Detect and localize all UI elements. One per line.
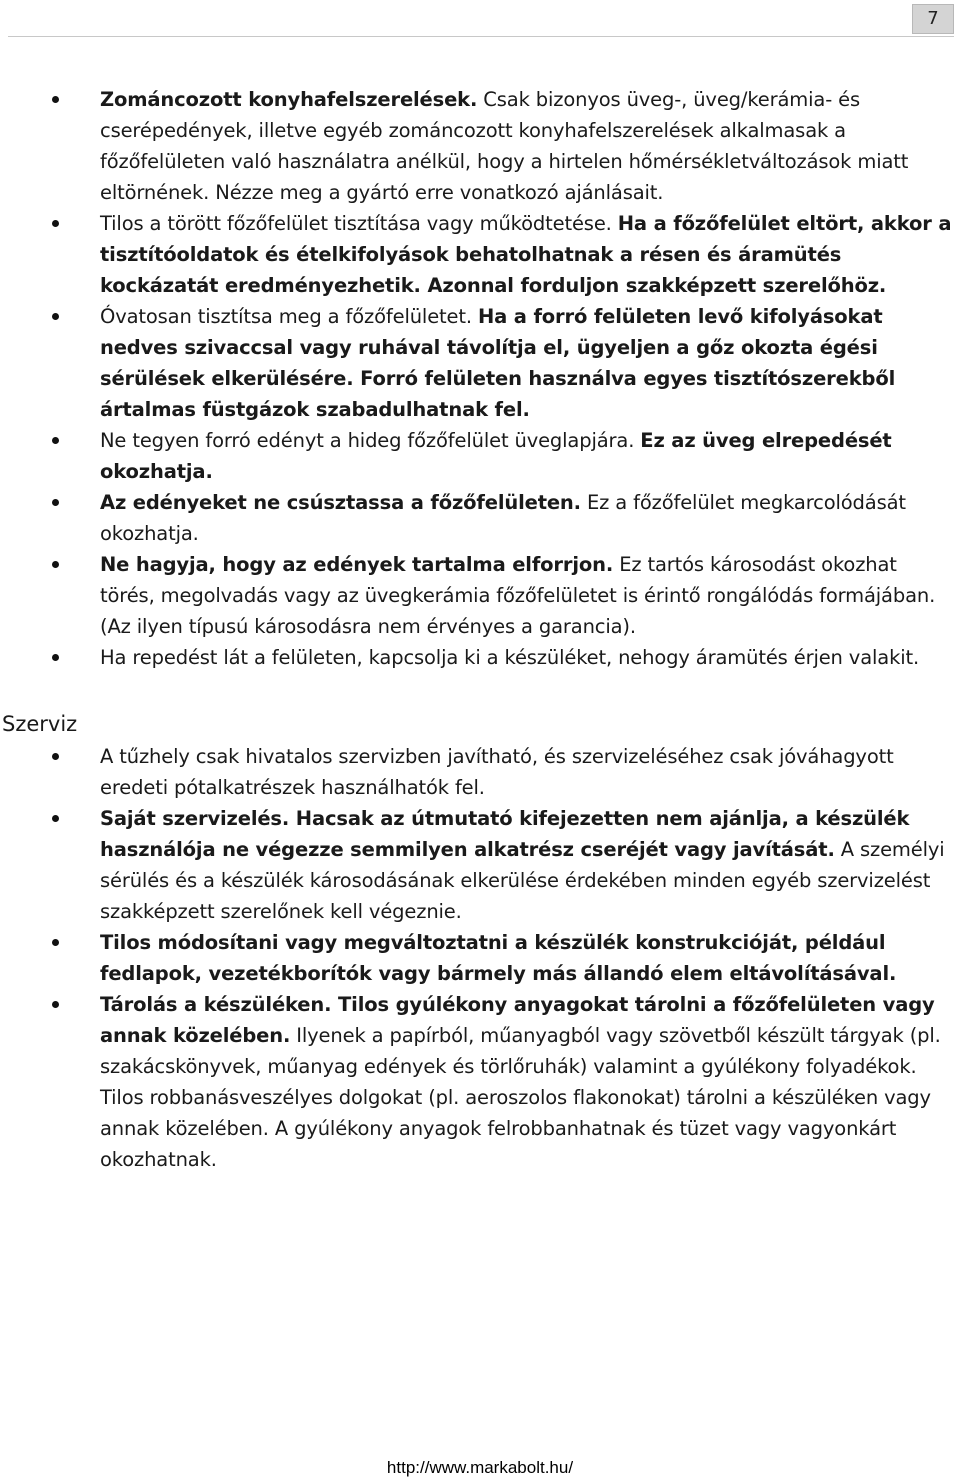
item-bold-text: Saját szervizelés. Hacsak az útmutató kifejezetten nem ajánlja, a készülék használója ne végezze semmilyen alkatrész cseréjét vagy javítását. [100,807,910,861]
item-bold-text: Ha a főzőfelület eltört, akkor a tisztítóoldatok és ételkifolyások behatolhatnak a résen és áramütés kockázatát eredményezhetik. Azonnal forduljon szakképzett szerelőhöz. [100,212,952,297]
list-item [0,208,960,301]
list-item [0,642,960,673]
list-item [0,487,960,549]
item-text: Ne tegyen forró edényt a hideg főzőfelület üveglapjára. [100,429,641,452]
item-bold-text: Az edényeket ne csúsztassa a főzőfelületen. [100,491,581,514]
header-divider [8,36,954,37]
list-item [0,741,960,803]
list-item [0,989,960,1175]
page-number: 7 [912,4,954,34]
footer-url: http://www.markabolt.hu/ [386,1458,574,1477]
item-bold-text: Tilos módosítani vagy megváltoztatni a készülék konstrukcióját, például fedlapok, vezetékborítók vagy bármely más állandó elem eltávolításával. [100,931,897,985]
list-item [0,549,960,642]
item-bold-text: Tárolás a készüléken. Tilos gyúlékony anyagokat tárolni a főzőfelületen vagy annak közelében. [100,993,935,1047]
item-text: A tűzhely csak hivatalos szervizben javítható, és szervizeléséhez csak jóváhagyott eredeti pótalkatrészek használhatók fel. [100,745,894,799]
safety-warnings-list [0,84,960,673]
item-text: Ez tartós károsodást okozhat törés, megolvadás vagy az üvegkerámia főzőfelületet is érintő rongálódás formájában. (Az ilyen típusú károsodásra nem érvényes a garancia). [100,553,936,638]
section-heading-service: Szerviz [2,712,78,736]
item-bold-text: Zománcozott konyhafelszerelések. [100,88,478,111]
list-item [0,803,960,927]
list-item [0,84,960,208]
list-item [0,425,960,487]
item-text: Óvatosan tisztítsa meg a főzőfelületet. [100,305,478,328]
service-list [0,741,960,1175]
item-bold-text: Ha a forró felületen levő kifolyásokat nedves szivaccsal vagy ruhával távolítja el, ügyeljen a gőz okozta égési sérülések elkerülésére. Forró felületen használva egyes tisztítószerekből ártalmas füstgázok szabadulhatnak fel. [100,305,896,421]
item-text: Ha repedést lát a felületen, kapcsolja ki a készüléket, nehogy áramütés érjen valakit. [100,646,920,669]
item-text: Csak bizonyos üveg-, üveg/kerámia- és cserépedények, illetve egyéb zománcozott konyhafelszerelések alkalmasak a főzőfelületen való használatra anélkül, hogy a hirtelen hőmérsékletváltozások miatt eltörnének. Nézze meg a gyártó erre vonatkozó ajánlásait. [100,88,909,204]
list-item [0,301,960,425]
item-text: Ilyenek a papírból, műanyagból vagy szövetből készült tárgyak (pl. szakácskönyvek, műanyag edények és törlőruhák) valamint a gyúlékony folyadékok. Tilos robbanásveszélyes dolgokat (pl. aeroszolos flakonokat) tárolni a készüléken vagy annak közelében. A gyúlékony anyagok felrobbanhatnak és tüzet vagy vagyonkárt okozhatnak. [100,1024,941,1171]
item-text: Tilos a törött főzőfelület tisztítása vagy működtetése. [100,212,618,235]
item-bold-text: Ne hagyja, hogy az edények tartalma elforrjon. [100,553,614,576]
item-text: Ez a főzőfelület megkarcolódását okozhatja. [100,491,906,545]
item-text: A személyi sérülés és a készülék károsodásának elkerülése érdekében minden egyéb szervizelést szakképzett szerelőnek kell végeznie. [100,838,945,923]
item-bold-text: Ez az üveg elrepedését okozhatja. [100,429,892,483]
list-item [0,927,960,989]
